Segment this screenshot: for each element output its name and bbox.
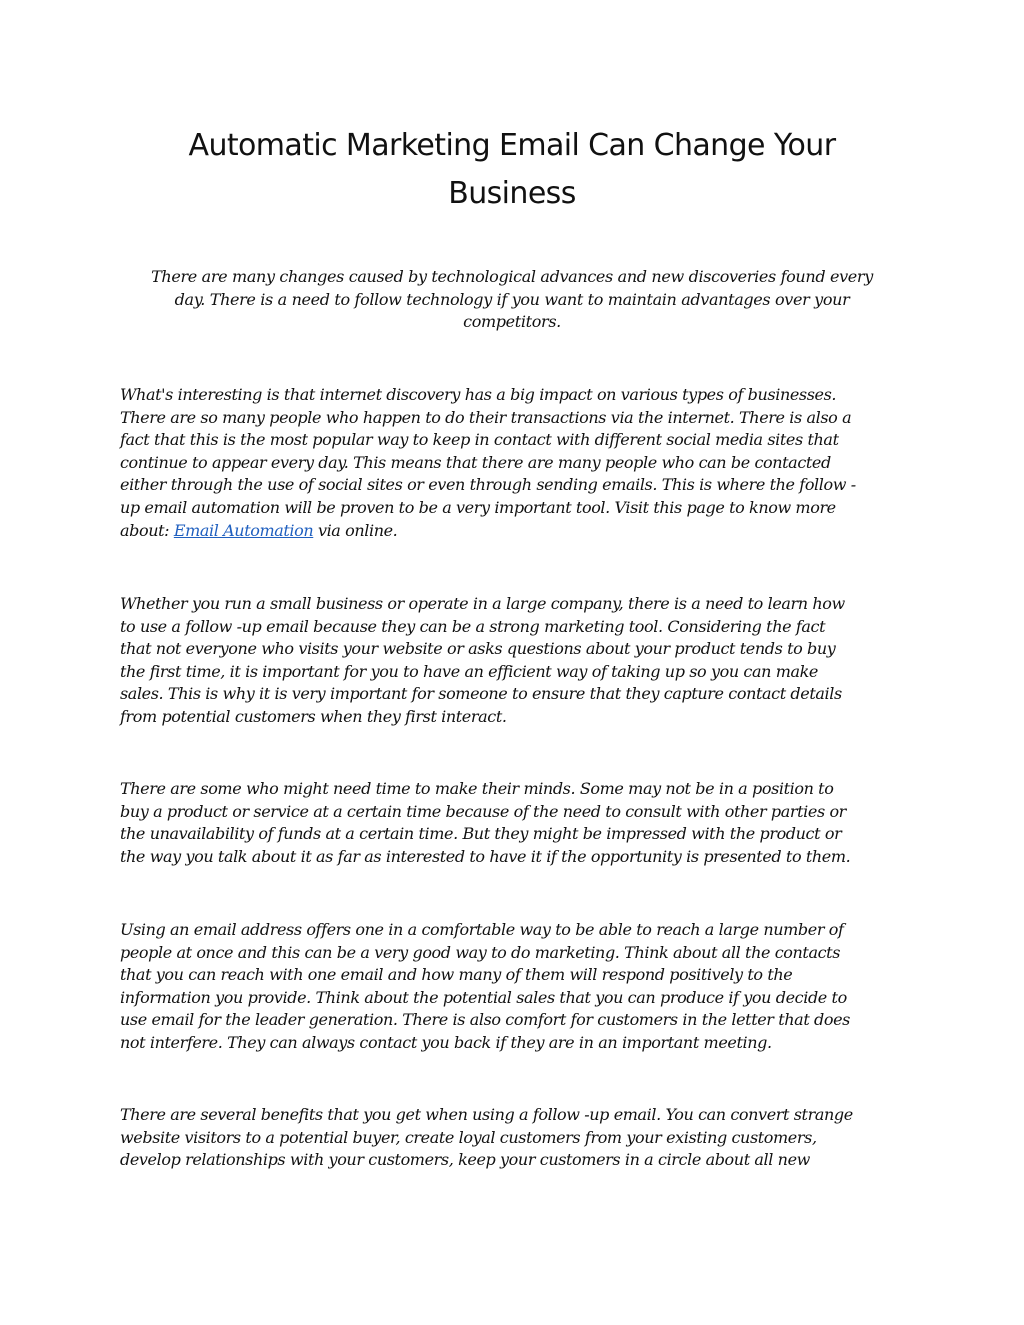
title-line-1: Automatic Marketing Email Can Change Your xyxy=(188,128,836,163)
paragraph-line: that not everyone who visits your website or asks questions about your product tends to buy xyxy=(120,639,836,659)
paragraph-line: Whether you run a small business or operate in a large company, there is a need to learn how xyxy=(120,594,845,613)
email-automation-link[interactable]: Email Automation xyxy=(173,520,314,540)
paragraph-line: continue to appear every day. This means that there are many people who can be contacted xyxy=(120,452,831,472)
body-paragraph-2 xyxy=(120,593,906,729)
intro-line: competitors. xyxy=(463,312,561,332)
link-prefix-text: about: xyxy=(120,520,174,540)
intro-paragraph xyxy=(120,266,904,334)
body-paragraph-3 xyxy=(120,778,906,868)
paragraph-line: up email automation will be proven to be a very important tool. Visit this page to know more xyxy=(120,497,836,517)
paragraph-line: What's interesting is that internet discovery has a big impact on various types of businesses. xyxy=(120,385,837,404)
body-paragraph-4 xyxy=(120,919,906,1055)
intro-line: day. There is a need to follow technology if you want to maintain advantages over your xyxy=(174,289,850,309)
paragraph-line: buy a product or service at a certain time because of the need to consult with other parties or xyxy=(120,801,846,821)
paragraph-line: There are several benefits that you get when using a follow -up email. You can convert strange xyxy=(120,1105,853,1124)
page-title xyxy=(150,122,874,218)
paragraph-line: fact that this is the most popular way to keep in contact with different social media sites that xyxy=(120,430,839,450)
paragraph-line: information you provide. Think about the potential sales that you can produce if you decide to xyxy=(120,987,847,1007)
body-paragraph-5 xyxy=(120,1104,906,1172)
paragraph-line: the first time, it is important for you to have an efficient way of taking up so you can make xyxy=(120,661,818,681)
paragraph-line-with-link xyxy=(120,520,906,543)
title-line-2: Business xyxy=(448,176,576,211)
paragraph-line: people at once and this can be a very good way to do marketing. Think about all the contacts xyxy=(120,942,841,962)
paragraph-line: not interfere. They can always contact you back if they are in an important meeting. xyxy=(120,1032,772,1052)
paragraph-line: sales. This is why it is very important for someone to ensure that they capture contact details xyxy=(120,684,842,704)
paragraph-line: develop relationships with your customers, keep your customers in a circle about all new xyxy=(120,1150,810,1170)
paragraph-line: the way you talk about it as far as interested to have it if the opportunity is presented to them. xyxy=(120,846,851,866)
paragraph-line: There are some who might need time to make their minds. Some may not be in a position to xyxy=(120,779,834,798)
body-paragraph-1 xyxy=(120,384,906,542)
paragraph-line: either through the use of social sites or even through sending emails. This is where the follow - xyxy=(120,475,856,495)
paragraph-line: to use a follow -up email because they can be a strong marketing tool. Considering the fact xyxy=(120,616,826,636)
paragraph-line: Using an email address offers one in a comfortable way to be able to reach a large number of xyxy=(120,920,844,939)
paragraph-line: that you can reach with one email and how many of them will respond positively to the xyxy=(120,965,793,985)
link-suffix-text: via online. xyxy=(313,520,398,540)
paragraph-line: use email for the leader generation. There is also comfort for customers in the letter that does xyxy=(120,1010,850,1030)
paragraph-line: website visitors to a potential buyer, create loyal customers from your existing customers, xyxy=(120,1127,817,1147)
paragraph-line: the unavailability of funds at a certain time. But they might be impressed with the product or xyxy=(120,824,842,844)
intro-line: There are many changes caused by technological advances and new discoveries found every xyxy=(151,267,873,286)
paragraph-line: There are so many people who happen to do their transactions via the internet. There is also a xyxy=(120,407,852,427)
paragraph-line: from potential customers when they first interact. xyxy=(120,706,507,726)
